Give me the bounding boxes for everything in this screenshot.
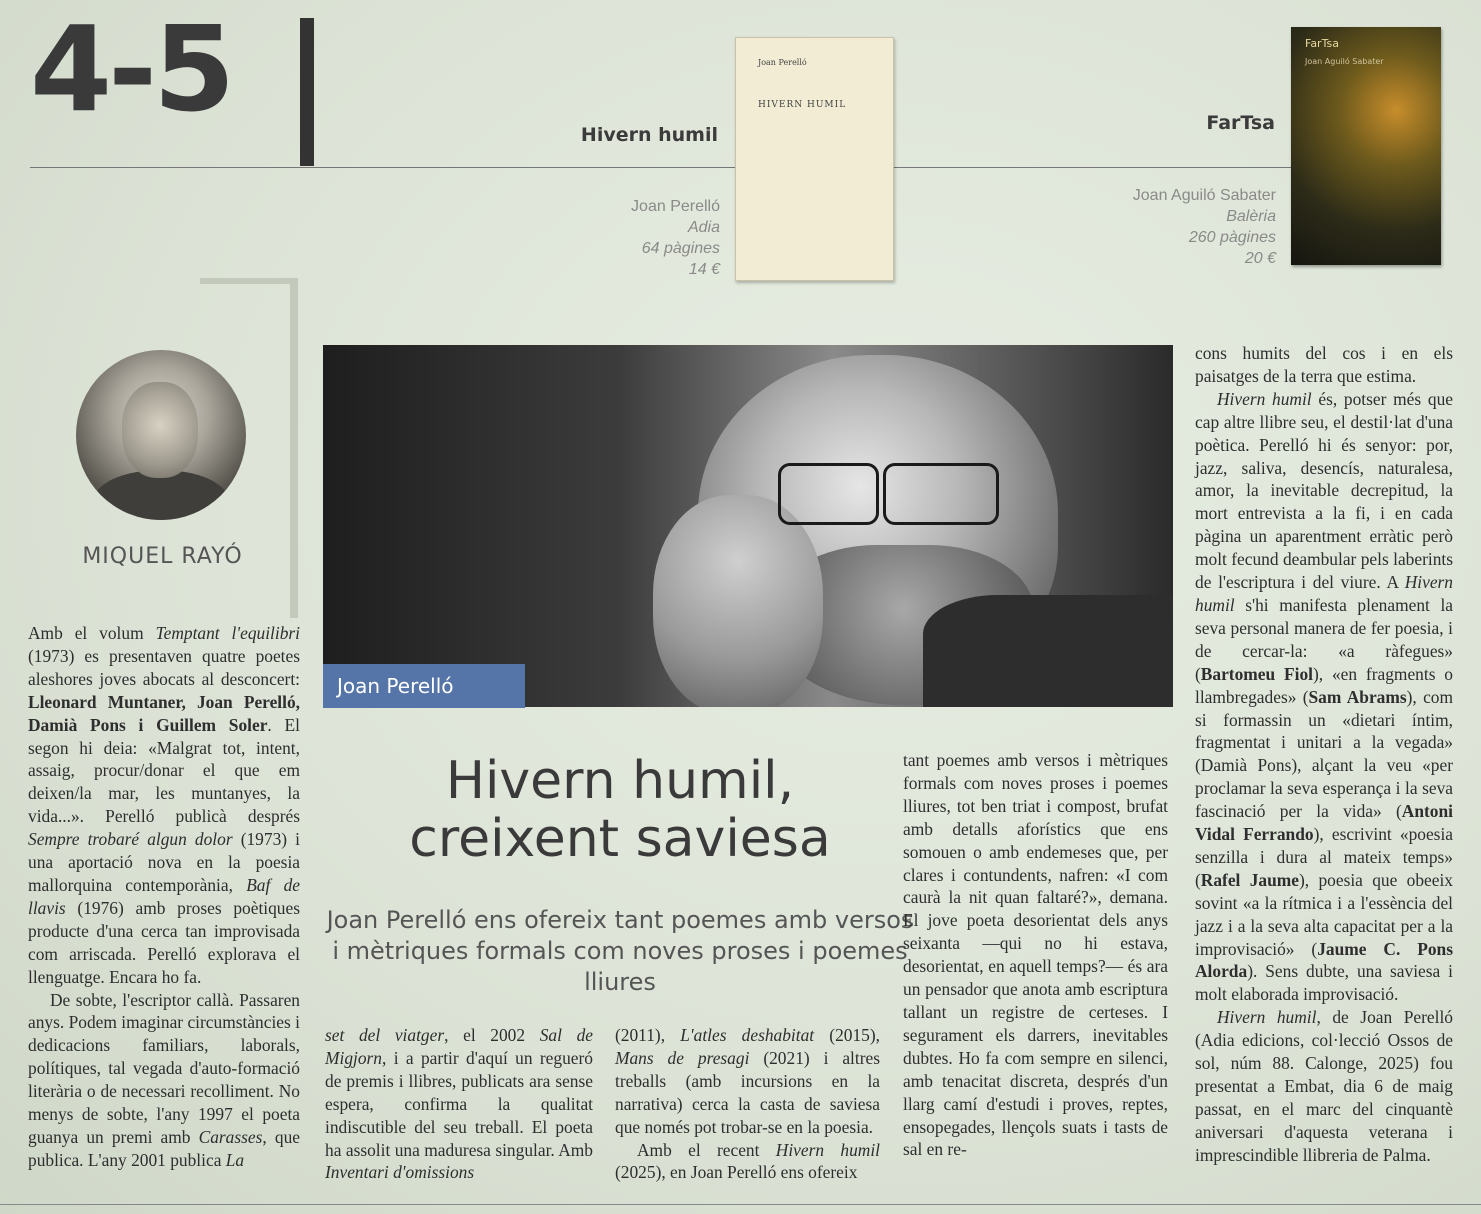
book-author: Joan Perelló bbox=[631, 198, 720, 215]
text-run: , el 2002 bbox=[444, 1025, 540, 1045]
text-run: és, potser més que cap altre llibre seu, el destil·lat d'una poètica. Perelló hi és senyor: por, jazz, saliva, desencís, naturalesa, amor, la inevitable decrepitud, la mort entrevista a la fi, i en cada pàgina un aparentment erràtic però molt fecund deambular pels laberints de l'escriptura i del viure. A bbox=[1195, 388, 1453, 593]
header-divider-bar bbox=[300, 18, 314, 166]
book-title: FarTsa bbox=[1206, 112, 1275, 134]
book-publisher: Adia bbox=[687, 219, 720, 236]
text-run: ), «en fragments o llambregades» ( bbox=[1195, 663, 1453, 707]
paragraph bbox=[903, 749, 1168, 1161]
bold-run: Bartomeu Fiol bbox=[1200, 663, 1313, 684]
paragraph bbox=[28, 989, 300, 1172]
cover-title: FarTsa bbox=[1305, 37, 1339, 50]
text-run: (2021) i altres treballs (amb incursions en la narrativa) cerca la casta de saviesa que només pot trobar-se en la poesia. bbox=[615, 1047, 880, 1137]
italic-run: Baf de llavis bbox=[28, 874, 300, 918]
paragraph bbox=[1195, 1006, 1453, 1166]
text-run: Amb el volum bbox=[28, 623, 156, 643]
article-column-3 bbox=[615, 1024, 880, 1184]
book-pages: 260 pàgines bbox=[1188, 229, 1276, 246]
article-headline bbox=[330, 752, 910, 868]
cover-author: Joan Aguiló Sabater bbox=[1305, 57, 1384, 66]
text-run: tant poemes amb versos i mètriques formals com noves proses i poemes lliures, tot ben triat i compost, brufat amb detalls aforístics que ens somouen o amb endemeses que, per clares i contundents, nafren: «I com caurà la nit quan faltaré?», demana. El jove poeta desorientat dels anys seixanta —qui no hi estava, desorientat, en aquell temps?— és ara un pensador que anota amb escriptura tallant un registre de certeses. I segurament els darrers, inevitables dubtes. Ho fa com sempre en silenci, amb tenacitat discreta, després d'un llarg camí d'estudi i proves, reptes, ensopegades, llençols suats i tasts de sal en re- bbox=[903, 750, 1168, 1160]
text-run: De sobte, l'escriptor callà. Passaren anys. Podem imaginar circumstàncies i dedicacions familiars, laborals, polítiques, tal vegada d'auto-formació literària o de necessari recolliment. No menys de sobte, l'any 1997 el poeta guanya un premi amb bbox=[28, 989, 300, 1147]
book-title: Hivern humil bbox=[580, 124, 718, 146]
bold-run: Antoni Vidal Ferrando bbox=[1195, 801, 1453, 845]
text-run: (1973) i una aportació nova en la poesia mallorquina contemporània, bbox=[28, 829, 300, 895]
bold-run: Jaume C. Pons Alorda bbox=[1195, 938, 1453, 982]
article-subhead: Joan Perelló ens ofereix tant poemes amb versos i mètriques formals com noves proses i poemes lliures bbox=[326, 906, 914, 996]
article-column-4 bbox=[903, 749, 1168, 1161]
photo-glasses-lens bbox=[778, 463, 879, 525]
italic-run: Sal de Migjorn bbox=[325, 1025, 593, 1068]
decorative-frame bbox=[200, 278, 298, 284]
text-run: ), poesia que obeeix sovint «a la rítmica i a l'essència del jazz i a la seva alta capacitat per a la improvisació» ( bbox=[1195, 869, 1454, 959]
text-run: (2011), bbox=[615, 1025, 681, 1045]
book-cover bbox=[1291, 27, 1441, 265]
paragraph bbox=[1195, 388, 1453, 1006]
cover-author: Joan Perelló bbox=[758, 58, 807, 67]
book-metadata bbox=[1030, 185, 1276, 269]
photo-hand bbox=[653, 495, 823, 707]
text-run: . El segon hi deia: «Malgrat tot, intent, assaig, procur/donar el que em deixen/la mar, les muntanyes, la vida...». Perelló publicà després bbox=[28, 714, 300, 827]
bottom-rule bbox=[0, 1204, 1481, 1205]
photo-glasses-lens bbox=[883, 463, 999, 525]
bold-run: Lleonard Muntaner, Joan Perelló, Damià Pons i Guillem Soler bbox=[28, 691, 300, 735]
paragraph bbox=[28, 622, 300, 989]
text-run: Amb el recent bbox=[637, 1139, 776, 1160]
text-run: (2025), en Joan Perelló ens ofereix bbox=[615, 1162, 858, 1183]
book-cover bbox=[735, 37, 894, 281]
italic-run: Hivern humil bbox=[1217, 388, 1312, 409]
headline-line: creixent saviesa bbox=[409, 809, 831, 869]
page-number: 4-5 bbox=[30, 0, 232, 138]
book-publisher: Balèria bbox=[1226, 208, 1276, 225]
photo-sweater bbox=[923, 595, 1173, 707]
paragraph bbox=[615, 1024, 880, 1139]
headline-line: Hivern humil, bbox=[445, 751, 795, 811]
text-run: , de Joan Perelló (Adia edicions, col·lecció Ossos de sol, núm 88. Calonge, 2025) fou presentat a Embat, dia 6 de maig passat, en el marc del cinquantè aniversari d'aquesta veterana i imprescindible llibreria de Palma. bbox=[1195, 1007, 1453, 1165]
text-run: , que publica. L'any 2001 publica bbox=[28, 1126, 300, 1170]
italic-run: Temptant l'equilibri bbox=[155, 623, 300, 643]
italic-run: Carasses bbox=[198, 1126, 263, 1147]
avatar-face bbox=[122, 382, 198, 478]
text-run: s'hi manifesta plenament la seva personal manera de fer poesia, i de cercar-la: «a ràfegues» ( bbox=[1195, 594, 1453, 684]
bold-run: Sam Abrams bbox=[1308, 686, 1407, 707]
text-run: cons humits del cos i en els paisatges de la terra que estima. bbox=[1195, 343, 1453, 386]
photo-caption: Joan Perelló bbox=[323, 664, 525, 708]
byline-author: MIQUEL RAYÓ bbox=[82, 544, 243, 569]
paragraph bbox=[615, 1139, 880, 1185]
article-column-2 bbox=[325, 1024, 593, 1184]
article-column-5 bbox=[1195, 342, 1453, 1167]
text-run: ). Sens dubte, una saviesa i molt elaborada improvisació. bbox=[1195, 961, 1453, 1005]
paragraph bbox=[325, 1024, 593, 1184]
cover-title: HIVERN HUMIL bbox=[758, 100, 847, 110]
book-author: Joan Aguiló Sabater bbox=[1132, 187, 1276, 204]
text-run: ), com si formassin un «dietari íntim, fragmentat i unitari a la vegada» (Damià Pons), alçant la veu «per proclamar la seva esperança i la seva fascinació per la vida» ( bbox=[1195, 686, 1454, 822]
italic-run: Inventari d'omissions bbox=[325, 1162, 475, 1183]
italic-run: L'atles deshabitat bbox=[680, 1025, 815, 1045]
book-price: 20 € bbox=[1244, 250, 1276, 267]
author-avatar bbox=[76, 350, 246, 520]
italic-run: Hivern humil bbox=[1217, 1007, 1317, 1028]
italic-run: La bbox=[225, 1149, 245, 1170]
italic-run: Sempre trobaré algun dolor bbox=[28, 829, 233, 850]
text-run: (1973) es presentaven quatre poetes aleshores joves abocats al desconcert: bbox=[28, 645, 300, 689]
paragraph bbox=[1195, 342, 1453, 388]
text-run: , i a partir d'aquí un regueró de premis i llibres, publicats ara sense espera, confirma la qualitat indiscutible del seu treball. El poeta ha assolit una maduresa singular. Amb bbox=[325, 1047, 593, 1160]
book-price: 14 € bbox=[688, 261, 720, 278]
italic-run: Hivern humil bbox=[1195, 572, 1453, 615]
text-run: (2015), bbox=[814, 1025, 881, 1045]
text-run: (1976) amb proses poètiques producte d'una cerca tan improvisada com arriscada. Perelló explorava el llenguatge. Encara ho fa. bbox=[28, 897, 300, 987]
bold-run: Rafel Jaume bbox=[1200, 869, 1299, 890]
italic-run: Hivern humil bbox=[775, 1139, 880, 1160]
article-column-1 bbox=[28, 622, 300, 1172]
italic-run: set del viatger bbox=[325, 1025, 445, 1045]
article-photo bbox=[323, 345, 1173, 707]
book-pages: 64 pàgines bbox=[641, 240, 720, 257]
italic-run: Mans de presagi bbox=[615, 1047, 750, 1068]
book-metadata bbox=[480, 196, 720, 280]
text-run: ), escrivint «poesia senzilla i dura al mateix temps» ( bbox=[1195, 824, 1453, 890]
